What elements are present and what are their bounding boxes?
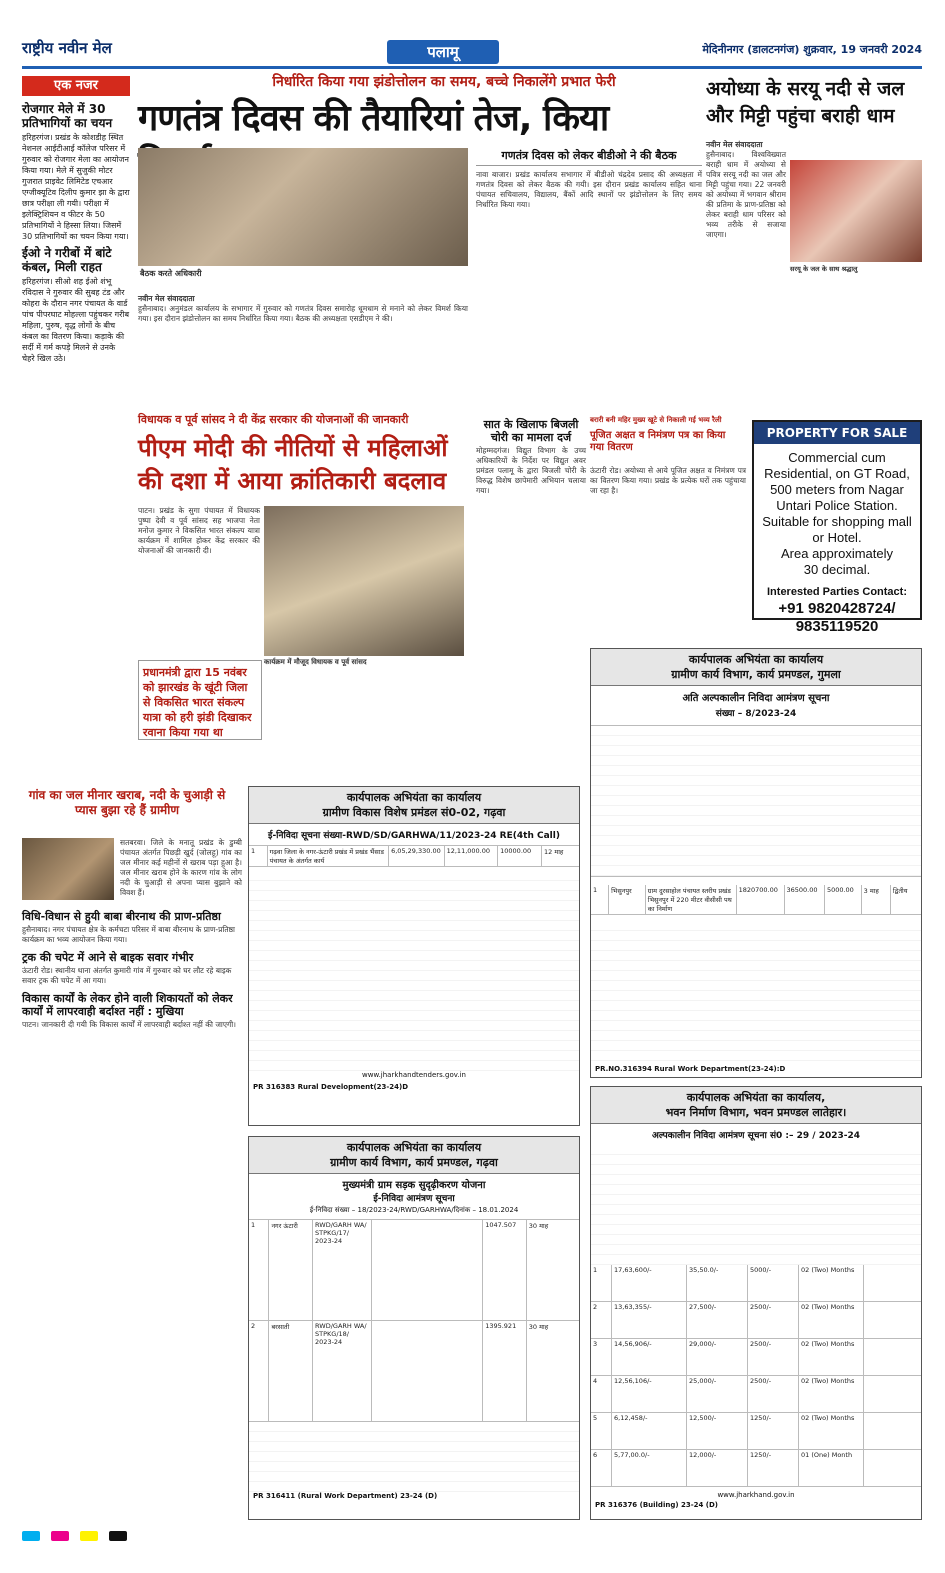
main-headline: गणतंत्र दिवस की तैयारियां तेज, किया xyxy=(138,98,609,139)
tender-footer: PR 316383 Rural Development(23-24)D xyxy=(253,1083,409,1091)
table-cell: 02 (Two) Months xyxy=(799,1339,864,1375)
photo-caption: बैठक करते अधिकारी xyxy=(140,269,202,278)
table-cell: बरसाती xyxy=(269,1321,313,1421)
table-cell: 5 xyxy=(591,1413,612,1449)
table-cell: 2500/- xyxy=(748,1302,799,1338)
tender-dept: ग्रामीण कार्य विभाग, कार्य प्रमण्डल, गढ़वा xyxy=(330,1156,498,1169)
tender-notice-latehar xyxy=(590,1086,922,1520)
table-cell: 29,000/- xyxy=(687,1339,748,1375)
table-cell: 12,500/- xyxy=(687,1413,748,1449)
table-cell: 27,500/- xyxy=(687,1302,748,1338)
table-cell: नगर ऊंटारी xyxy=(269,1220,313,1320)
table-cell: 12,56,106/- xyxy=(612,1376,687,1412)
black-swatch xyxy=(109,1531,127,1541)
tender-notice-garhwa-rd xyxy=(248,786,580,1126)
property-contact-label: Interested Parties Contact: xyxy=(767,586,907,598)
table-cell: 35,50.0/- xyxy=(687,1265,748,1301)
tender-details xyxy=(591,1145,921,1265)
tender-notice-title: अल्पकालीन निविदा आमंत्रण सूचना सं0 :– 29 / 2023-24 xyxy=(651,1131,861,1141)
property-line: 500 meters from Nagar xyxy=(770,482,904,497)
table-cell: 25,000/- xyxy=(687,1376,748,1412)
byline: नवीन मेल संवाददाता xyxy=(138,294,195,303)
table-cell: 13,63,355/- xyxy=(612,1302,687,1338)
latehar-table xyxy=(591,1265,921,1487)
table-cell: 1 xyxy=(249,846,268,866)
table-cell: 1395.921 xyxy=(483,1321,527,1421)
table-cell: 6,12,458/- xyxy=(612,1413,687,1449)
property-line: 30 decimal. xyxy=(803,562,871,577)
tender-dept: भवन निर्माण विभाग, भवन प्रमण्डल लातेहार। xyxy=(665,1106,847,1119)
tender-office: कार्यपालक अभियंता का कार्यालय xyxy=(688,653,824,666)
tender-dept: ग्रामीण कार्य विभाग, कार्य प्रमण्डल, गुमला xyxy=(671,668,841,681)
tender-notice-title: अति अल्पकालीन निविदा आमंत्रण सूचना xyxy=(682,693,830,704)
table-cell: 17,63,600/- xyxy=(612,1265,687,1301)
brief-body: हरिहरगंज। सीओ शह ईओ शंभू रविदास ने गुरुवार की सुबह टंड और कोहरा के दौरान नगर पंचायत के वार्ड पांच पीपरघाट मोहल्ला पहुंचकर गरीब महिला, पुरुष, वृद्ध लोगों के बीच कंबल का वितरण किया। कड़ाके की सर्दी में गर्म कपड़े मिलने से उनके चेहरे खिल उठे। xyxy=(22,277,130,363)
table-cell: 4 xyxy=(591,1376,612,1412)
table-cell: ग्राम दुरसाहोल पंचायत स्तरीय प्रखंड भिसुनपुर में 220 मीटर वीसीसी पथ का निर्माण xyxy=(646,885,737,914)
story-body: पाटन। जानकारी दी गयी कि विकास कार्यों में लापरवाही बर्दाश्त नहीं की जाएगी। xyxy=(22,1020,236,1029)
section-label: पलामू xyxy=(387,40,499,64)
brief-body: हरिहरगंज। प्रखंड के कोशडीह स्थित नेशनल आईटीआई कॉलेज परिसर में गुरुवार को रोजगार मेला का आयोजन किया गया। मेले में सुजुकी मोटर गुजरात प्राइवेट लिमिटेड एचआर एग्जीक्यूटिव दिलीप कुमार झा के द्वारा छात्र परीक्षा ली गयी। परीक्षा में इलेक्ट्रिशियन व फीटर के 50 प्रतिभागियों ने हिस्सा लिया। जिसमें 30 प्रतिभागियों का चयन किया गया। xyxy=(22,133,130,241)
table-cell: 12 माह xyxy=(543,848,564,856)
table-cell: 02 (Two) Months xyxy=(799,1265,864,1301)
brief-headline: ईओ ने गरीबों में बांटे कंबल, मिली राहत xyxy=(22,246,112,274)
tender-office: कार्यपालक अभियंता का कार्यालय xyxy=(346,791,482,804)
story-headline: विकास कार्यों के लेकर होने वाली शिकायतों को लेकर कार्यों में लापरवाही बर्दाश्त नहीं : मुखिया xyxy=(22,992,233,1018)
tender-office: कार्यपालक अभियंता का कार्यालय, xyxy=(686,1091,826,1104)
tender-notice-title: ई-निविदा आमंत्रण सूचना xyxy=(373,1194,455,1204)
tender-notice-title: ई-निविदा सूचना संख्या-RWD/SD/GARHWA/11/2023-24 RE(4th Call) xyxy=(268,831,560,841)
masthead-logo: राष्ट्रीय नवीन मेल xyxy=(22,39,112,57)
tender-ref: ई-निविदा संख्या – 18/2023-24/RWD/GARHWA/दिनांक – 18.01.2024 xyxy=(309,1206,519,1214)
table-cell: 01 (One) Month xyxy=(799,1450,864,1486)
modi-event-photo xyxy=(264,506,464,656)
pujit-headline: पूजित अक्षत व निमंत्रण पत्र का किया गया वितरण xyxy=(590,430,726,453)
registration-bar xyxy=(22,1526,922,1538)
main-kicker: निर्धारित किया गया झंडोत्तोलन का समय, बच्चे निकालेंगे प्रभात फेरी xyxy=(272,74,616,90)
table-cell: 5000/- xyxy=(748,1265,799,1301)
tender-footer: PR 316411 (Rural Work Department) 23-24 (D) xyxy=(253,1492,438,1500)
modi-headline: पीएम मोदी की नीतियों से महिलाओं की दशा में आया क्रांतिकारी बदलाव xyxy=(138,434,448,495)
yellow-swatch xyxy=(80,1531,98,1541)
table-cell: 30 माह xyxy=(528,1222,549,1230)
modi-kicker: विधायक व पूर्व सांसद ने दी केंद्र सरकार की योजनाओं की जानकारी xyxy=(138,413,409,426)
tender-website[interactable]: www.jharkhandtenders.gov.in xyxy=(362,1071,466,1079)
tender-footer: PR 316376 (Building) 23-24 (D) xyxy=(595,1501,719,1509)
pujit-kicker: बरारी बनी महिर मुख्य खूटे से निकाली गई भव्य रैली xyxy=(590,416,722,424)
table-cell: RWD/GARH WA/ STPKG/17/ 2023-24 xyxy=(313,1220,372,1320)
table-cell: 1 xyxy=(591,885,609,914)
table-row xyxy=(249,1219,579,1321)
bdo-body: नावा बाजार। प्रखंड कार्यालय सभागार में बीडीओ चंद्रदेव प्रसाद की अध्यक्षता में गणतंत्र दिवस को लेकर बैठक की गयी। इस दौरान प्रखंड कार्यालय सहित थाना पंचायत सचिवालय, विद्यालय, बैंकों आदि स्थानों पर झंडोत्तोलन के लिए समय निर्धारित किया गया। xyxy=(476,170,702,209)
village-photo xyxy=(22,838,114,900)
bdo-headline: गणतंत्र दिवस को लेकर बीडीओ ने की बैठक xyxy=(476,148,702,166)
sarayu-body xyxy=(706,140,786,410)
property-line: Suitable for shopping mall xyxy=(762,514,912,529)
tender-office: कार्यपालक अभियंता का कार्यालय xyxy=(346,1141,482,1154)
story-body: ऊंटारी रोड। स्थानीय थाना अंतर्गत कुमारी गांव में गुरुवार को घर लौट रहे बाइक सवार ट्रक की चपेट में आ गया। xyxy=(22,966,232,985)
table-row xyxy=(249,1321,579,1422)
table-cell: 1250/- xyxy=(748,1413,799,1449)
property-ad-body xyxy=(754,444,920,636)
property-phone: 9835119520 xyxy=(795,618,879,635)
table-cell: 2 xyxy=(591,1302,612,1338)
modi-body: पाटन। प्रखंड के सुगा पंचायत में विधायक पुष्पा देवी व पूर्व सांसद सह भाजपा नेता मनोज कुमार ने विकसित भारत संकल्प यात्रा कार्यक्रम में शामिल होकर केंद्र सरकार की योजनाओं की जानकारी दी। xyxy=(138,506,260,555)
property-phone: +91 9820428724/ xyxy=(778,600,896,617)
tender-conditions xyxy=(249,871,579,1071)
table-row xyxy=(591,885,921,915)
ek-nazar-label: एक नजर xyxy=(22,76,130,96)
table-cell: 6 xyxy=(591,1450,612,1486)
tender-details xyxy=(591,725,921,877)
ek-nazar-column xyxy=(22,98,130,774)
magenta-swatch xyxy=(51,1531,69,1541)
brief-headline: रोजगार मेले में 30 प्रतिभागियों का चयन xyxy=(22,102,113,130)
table-cell: भिसुनपुर xyxy=(609,885,646,914)
table-cell: 3 xyxy=(591,1339,612,1375)
table-cell: 5,77,00.0/- xyxy=(612,1450,687,1486)
story-body: हुसैनाबाद। नगर पंचायत क्षेत्र के कर्मचटा परिसर में बाबा बीरनाथ के प्राण-प्रतिष्ठा कार्यक्रम का भव्य आयोजन किया गया। xyxy=(22,925,235,944)
left-lower-column xyxy=(22,904,242,1514)
sarayu-headline: अयोध्या के सरयू नदी से जल और मिट्टी पहुंचा बराही धाम xyxy=(706,78,905,127)
table-cell: 36500.00 xyxy=(785,885,825,914)
property-line: Commercial cum xyxy=(788,450,886,465)
table-cell: 3 माह xyxy=(862,885,891,914)
tender-notice-gumla xyxy=(590,648,922,1078)
village-body: सतबरवा। जिले के मनातू प्रखंड के डुम्बी पंचायत अंतर्गत पिछड़ी खुर्द (जोलहू) गांव का जल मीनार कई महीनों से खराब पड़ा हुआ है। जल मीनार खराब होने के कारण गांव के लोग नदी के चुआड़ी से अपना प्यास बुझाने को विवश हैं। xyxy=(120,838,242,897)
table-cell: 30 माह xyxy=(528,1323,549,1331)
table-cell: 12,000/- xyxy=(687,1450,748,1486)
tender-website[interactable]: www.jharkhand.gov.in xyxy=(717,1491,795,1499)
tender-notice-garhwa-road xyxy=(248,1136,580,1520)
tender-conditions xyxy=(591,921,921,1061)
table-row xyxy=(591,1413,921,1450)
story-headline: विधि-विधान से हुयी बाबा बीरनाथ की प्राण-प्रतिष्ठा xyxy=(22,910,221,923)
main-body-text: हुसैनाबाद। अनुमंडल कार्यालय के सभागार में गुरुवार को गणतंत्र दिवस समारोह धूमधाम से मनाने को लेकर विमर्श किया गया। इस दौरान झंडोत्तोलन का समय निर्धारित किया गया। बैठक की अध्यक्षता एसडीएम ने की। xyxy=(138,304,468,323)
table-row xyxy=(591,1339,921,1376)
meeting-photo xyxy=(138,148,468,266)
table-cell: 1 xyxy=(591,1265,612,1301)
property-line: Area approximately xyxy=(781,546,893,561)
table-row xyxy=(591,1376,921,1413)
table-cell: 6,05,29,330.00 xyxy=(389,846,444,866)
dateline: मेदिनीनगर (डालटनगंज) शुक्रवार, 19 जनवरी 2024 xyxy=(702,43,922,56)
tender-footer: PR.NO.316394 Rural Work Department(23-24):D xyxy=(595,1065,786,1073)
chori-headline: सात के खिलाफ बिजली चोरी का मामला दर्ज xyxy=(483,418,579,444)
tender-number: संख्या – 8/2023-24 xyxy=(715,709,797,719)
main-body xyxy=(138,294,468,406)
tender-dept: ग्रामीण विकास विशेष प्रमंडल सं0-02, गढ़वा xyxy=(322,806,506,819)
story-headline: ट्रक की चपेट में आने से बाइक सवार गंभीर xyxy=(22,951,194,964)
table-cell: 12,11,000.00 xyxy=(445,846,499,866)
chori-body: मोहम्मदगंज। विद्युत विभाग के उच्च अधिकारियों के निर्देश पर विद्युत अवर प्रमंडल पलामू के द्वारा बिजली चोरी के विरुद्ध विशेष छापेमारी अभियान चलाया गया। xyxy=(476,446,586,495)
table-cell: 02 (Two) Months xyxy=(799,1376,864,1412)
table-cell: 5000.00 xyxy=(825,885,862,914)
table-row xyxy=(591,1302,921,1339)
photo-caption: कार्यक्रम में मौजूद विधायक व पूर्व सांसद xyxy=(264,658,367,666)
table-cell: 1820700.00 xyxy=(737,885,785,914)
tender-scheme: मुख्यमंत्री ग्राम सड़क सुदृढ़ीकरण योजना xyxy=(342,1180,486,1191)
table-cell: RWD/GARH WA/ STPKG/18/ 2023-24 xyxy=(313,1321,372,1421)
top-rule xyxy=(22,66,922,69)
table-cell: 2 xyxy=(249,1321,269,1421)
property-ad xyxy=(752,420,922,635)
table-row xyxy=(591,1450,921,1487)
tender-conditions xyxy=(249,1422,579,1492)
table-cell: 10000.00 xyxy=(498,846,542,866)
table-cell: 02 (Two) Months xyxy=(799,1413,864,1449)
property-line: or Hotel. xyxy=(812,530,862,545)
photo-caption: सरयू के जल के साथ श्रद्धालु xyxy=(790,265,858,273)
table-cell: 2500/- xyxy=(748,1376,799,1412)
table-cell: 2500/- xyxy=(748,1339,799,1375)
table-cell: 1250/- xyxy=(748,1450,799,1486)
table-row xyxy=(591,1265,921,1302)
table-row xyxy=(249,845,579,867)
table-cell: 02 (Two) Months xyxy=(799,1302,864,1338)
temple-photo xyxy=(790,160,922,262)
pujit-body: ऊंटारी रोड। अयोध्या से आये पूजित अक्षत व निमंत्रण पत्र का वितरण किया गया। प्रखंड के प्रत्येक घरों तक पहुंचाया जा रहा है। xyxy=(590,466,746,495)
village-headline: गांव का जल मीनार खराब, नदी के चुआड़ी से प्यास बुझा रहे हैं ग्रामीण xyxy=(28,788,226,817)
property-line: Untari Police Station. xyxy=(776,498,898,513)
byline: नवीन मेल संवाददाता xyxy=(706,140,763,149)
modi-pull-quote: प्रधानमंत्री द्वारा 15 नवंबर को झारखंड के खूंटी जिला से विकसित भारत संकल्प यात्रा को हरी झंडी दिखाकर रवाना किया गया था xyxy=(138,660,262,740)
table-cell: 14,56,906/- xyxy=(612,1339,687,1375)
property-line: Residential, on GT Road, xyxy=(764,466,910,481)
cyan-swatch xyxy=(22,1531,40,1541)
sarayu-body-text: हुसैनाबाद। विश्वविख्यात बराही धाम में अयोध्या से पवित्र सरयू नदी का जल और मिट्टी पहुंचा गया। 22 जनवरी को अयोध्या में भगवान श्रीराम की प्रतिमा के प्राण-प्रतिष्ठा को लेकर बराही धाम परिसर को भव्य तरीके से सजाया जाएगा। xyxy=(706,150,786,239)
property-ad-title: PROPERTY FOR SALE xyxy=(754,422,920,444)
table-cell: द्वितीय xyxy=(892,887,908,895)
table-cell: 1047.507 xyxy=(483,1220,527,1320)
table-cell: गढ़वा जिला के नगर-ऊंटारी प्रखंड में प्रखंड भैंसाड पंचायत के अंतर्गत कार्य xyxy=(268,846,390,866)
table-cell: 1 xyxy=(249,1220,269,1320)
